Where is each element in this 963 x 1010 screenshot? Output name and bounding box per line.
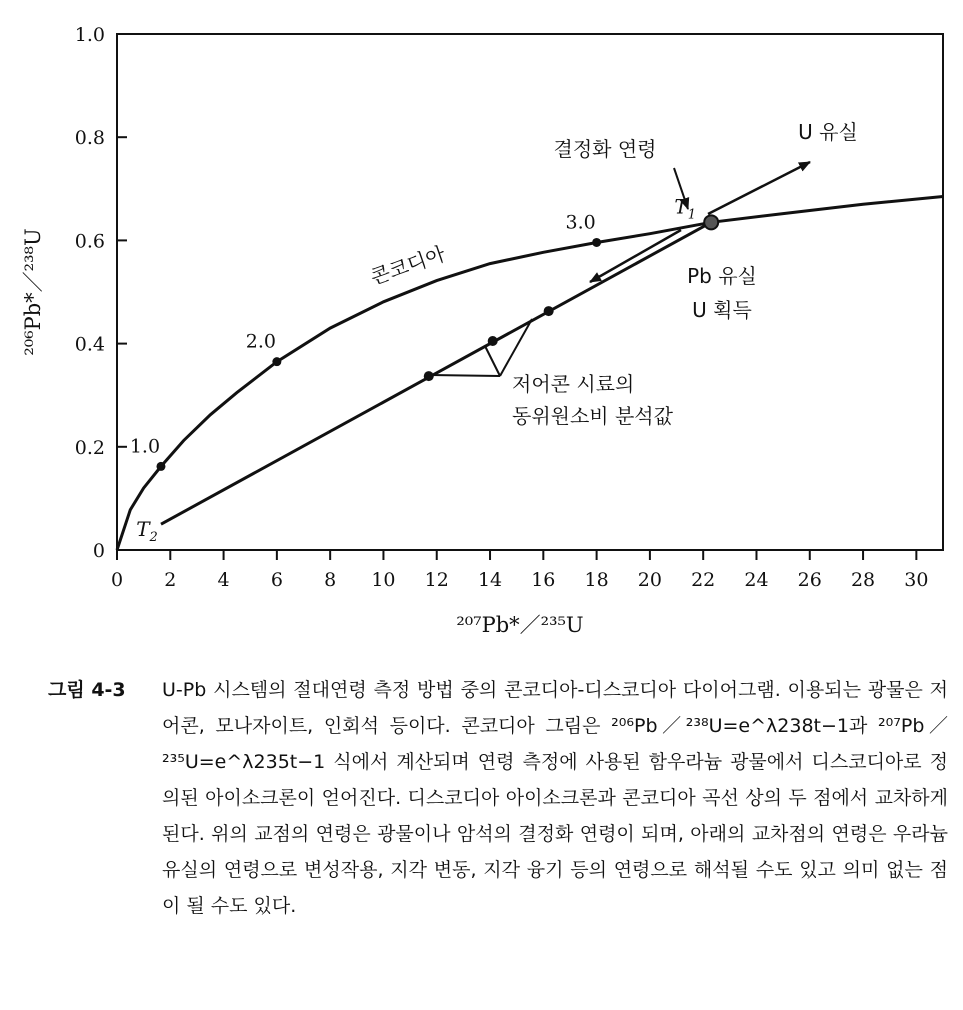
y-tick-label: 1.0 [74, 24, 105, 46]
x-tick-label: 12 [424, 569, 449, 591]
x-axis [111, 550, 928, 591]
age-marker-dot [272, 357, 281, 366]
pb-loss-label: Pb 유실 [687, 264, 757, 288]
zircon-point [544, 306, 554, 316]
x-tick-label: 28 [850, 569, 876, 591]
x-tick-label: 18 [584, 569, 609, 591]
x-axis-title: ²⁰⁷Pb*／²³⁵U [456, 613, 584, 637]
zircon-point [424, 371, 434, 381]
x-tick-label: 6 [270, 569, 283, 591]
x-tick-label: 10 [371, 569, 396, 591]
age-marker-label: 2.0 [245, 330, 276, 353]
x-tick-label: 8 [324, 569, 337, 591]
x-tick-label: 4 [217, 569, 230, 591]
y-tick-label: 0.8 [74, 127, 105, 150]
concordia-label: 콘코디아 [367, 241, 449, 290]
crystallization-age-label: 결정화 연령 [553, 137, 657, 161]
y-axis-title: ²⁰⁶Pb*／²³⁸U [21, 228, 45, 356]
T2-subscript: 2 [149, 530, 158, 545]
u-loss-arrow [708, 162, 810, 214]
u-gain-label: U 획득 [692, 298, 752, 322]
zircon-point [488, 336, 498, 346]
age-marker-label: 1.0 [129, 435, 161, 458]
x-tick-label: 16 [531, 569, 556, 591]
age-marker-label: 3.0 [565, 211, 596, 234]
figure-caption [48, 672, 948, 924]
T1-subscript: 1 [687, 207, 696, 223]
x-tick-label: 30 [904, 569, 929, 591]
x-tick-label: 2 [164, 569, 177, 591]
x-tick-label: 14 [477, 569, 503, 591]
y-tick-label: 0.6 [74, 230, 105, 253]
zircon-label-line2: 동위원소비 분석값 [512, 404, 673, 428]
x-tick-label: 22 [691, 569, 716, 591]
age-marker-dot [156, 462, 165, 471]
caption-text: U-Pb 시스템의 절대연령 측정 방법 중의 콘코디아-디스코디아 다이어그램. 이용되는 광물은 저어콘, 모나자이트, 인회석 등이다. 콘코디아 그림은 ²⁰⁶Pb／²³⁸U=e^λ238t−1과 ²⁰⁷Pb／²³⁵U=e^λ235t−1 식에서 계산되며 연령 측정에 사용된 함우라늄 광물에서 디스코디아로 정의된 아이소크론이 얻어진다. 디스코디아 아이소크론과 콘코디아 곡선 상의 두 점에서 교차하게 된다. 위의 교점의 연령은 광물이나 암석의 결정화 연령이 되며, 아래의 교차점의 연령은 우라늄 유실의 연령으로 변성작용, 지각 변동, 지각 융기 등의 연령으로 해석될 수도 있고 의미 없는 점이 될 수도 있다. [162, 679, 948, 917]
x-tick-label: 24 [744, 569, 769, 591]
intersection-T1-label: $T_1$ [674, 194, 696, 223]
intersection-T1 [704, 215, 718, 229]
u-loss-label: U 유실 [798, 120, 858, 144]
x-tick-label: 0 [110, 569, 124, 591]
y-tick-label: 0 [92, 540, 105, 562]
caption-label: 그림 4-3 [48, 679, 126, 701]
pb-loss-arrow [590, 230, 681, 282]
y-axis [75, 24, 127, 562]
y-tick-label: 0.2 [74, 436, 105, 459]
plot-frame [117, 34, 943, 550]
x-tick-label: 20 [637, 569, 662, 591]
y-tick-label: 0.4 [74, 333, 105, 356]
intersection-T2-label: $T_2$ [136, 517, 158, 545]
age-marker-dot [592, 238, 601, 247]
x-tick-label: 26 [797, 569, 822, 591]
zircon-label-line1: 저어콘 시료의 [512, 372, 635, 396]
